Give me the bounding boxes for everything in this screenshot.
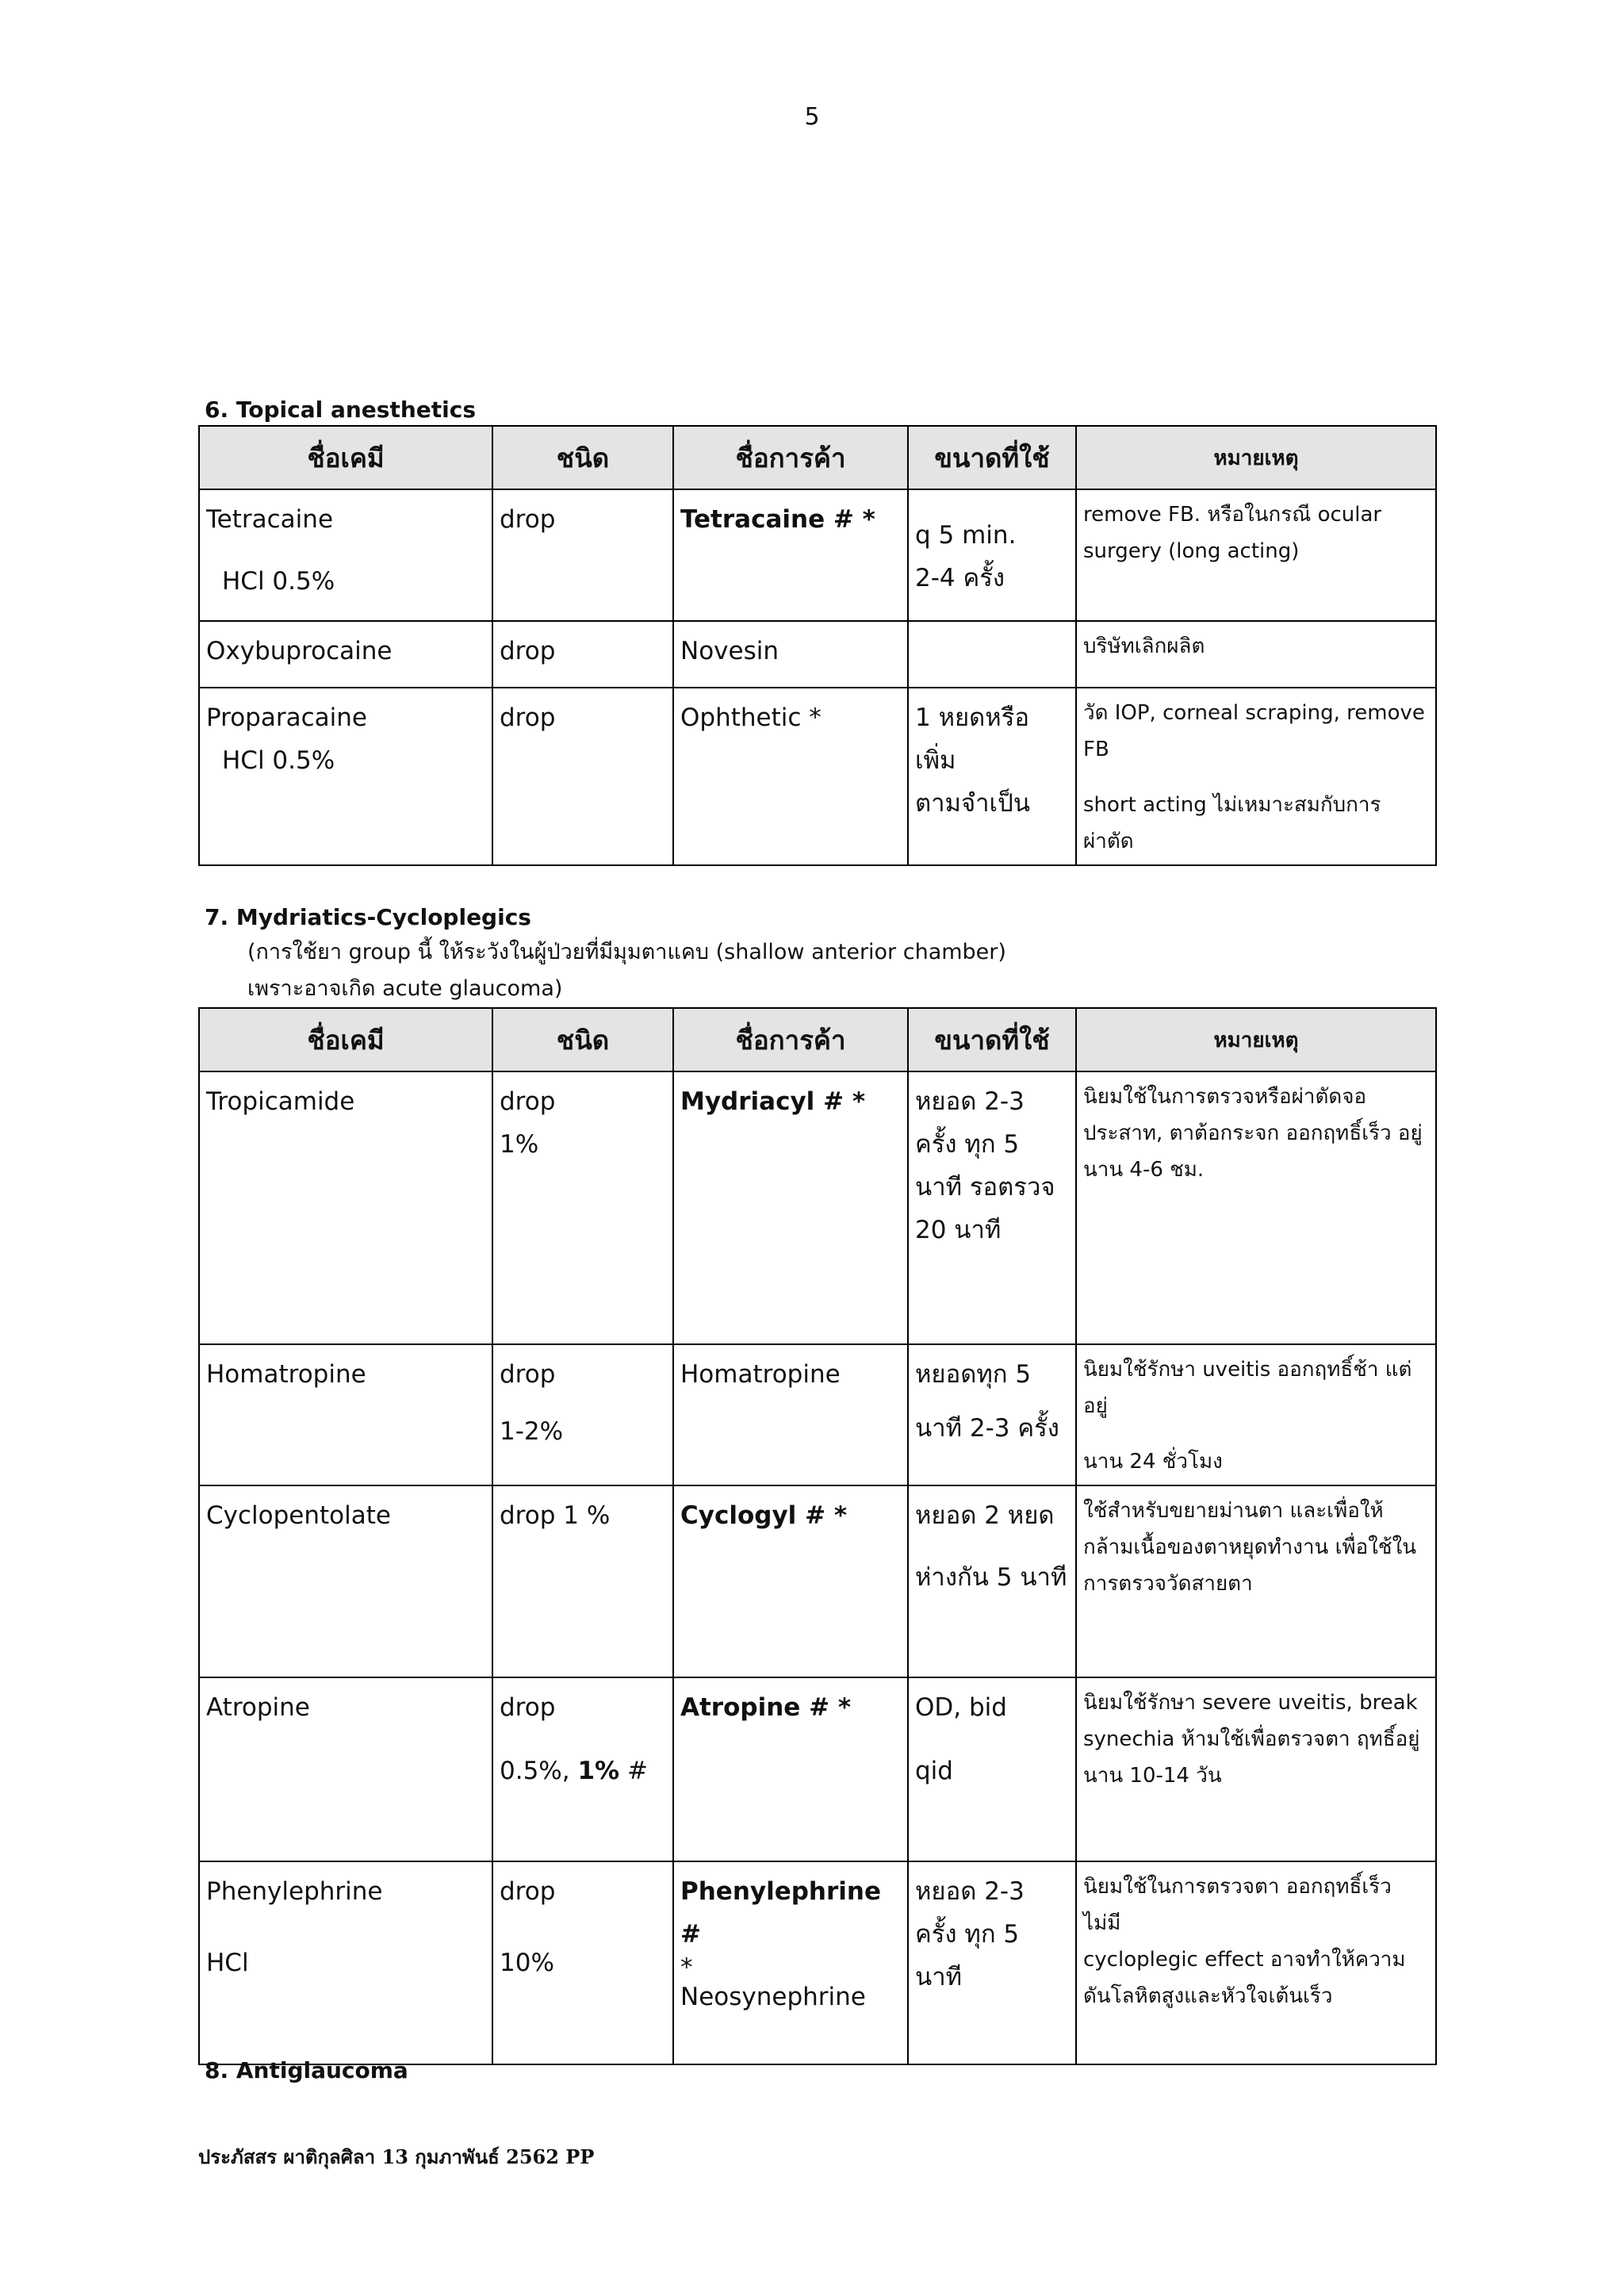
- cell-type: [492, 1677, 673, 1861]
- section-heading-antiglaucoma: 8. Antiglaucoma: [205, 2057, 408, 2083]
- trade-name: Atropine # *: [680, 1693, 852, 1722]
- chemical-name: Tropicamide: [206, 1087, 355, 1116]
- cell-chemical: [199, 688, 492, 865]
- type-value: 10%: [500, 1949, 554, 1977]
- type-value: 1-2%: [500, 1417, 564, 1446]
- header-trade-name: ชื่อการค้า: [673, 1008, 908, 1071]
- atropine-concentration: 0.5%, 1% #: [500, 1757, 648, 1785]
- dose-line: q 5 min.: [915, 521, 1017, 550]
- chemical-name: Atropine: [206, 1693, 310, 1722]
- cell-type: [492, 621, 673, 688]
- chemical-name: HCl: [206, 1949, 249, 1977]
- cell-type: [492, 1071, 673, 1344]
- type-value: drop: [500, 1693, 556, 1722]
- header-remark: หมายเหตุ: [1076, 1008, 1436, 1071]
- remark-line: surgery (long acting): [1083, 539, 1300, 563]
- header-chemical-name: ชื่อเคมี: [199, 426, 492, 489]
- type-value: drop: [500, 1877, 556, 1906]
- cell-dose: [908, 489, 1076, 621]
- dose-line: 1 หยดหรือเพิ่ม: [915, 703, 1030, 775]
- chemical-name: Oxybuprocaine: [206, 637, 393, 665]
- dose-line: หยอด 2-3: [915, 1087, 1025, 1116]
- cell-type: [492, 1485, 673, 1677]
- dose-line: นาที 2-3 ครั้ง: [915, 1414, 1059, 1443]
- table-row: [199, 489, 1436, 621]
- table-row: [199, 1677, 1436, 1861]
- cell-chemical: [199, 621, 492, 688]
- page-footer: ประภัสสร ผาติกุลศิลา 13 กุมภาพันธ์ 2562 PP: [198, 2145, 595, 2168]
- cell-trade: [673, 1071, 908, 1344]
- cell-dose: [908, 1485, 1076, 1677]
- remark-line: นิยมใช้รักษา uveitis ออกฤทธิ์ช้า แต่อยู่: [1083, 1358, 1412, 1418]
- trade-name: Neosynephrine: [680, 1983, 866, 2011]
- remark-line: นาน 4-6 ชม.: [1083, 1158, 1205, 1182]
- table-row: [199, 688, 1436, 865]
- chemical-concentration: HCl 0.5%: [222, 567, 335, 596]
- cell-remark: [1076, 621, 1436, 688]
- section-note-line: เพราะอาจเกิด acute glaucoma): [247, 976, 563, 1001]
- cell-type: [492, 688, 673, 865]
- section-heading-topical-anesthetics: 6. Topical anesthetics: [205, 397, 477, 423]
- remark-line: นาน 10-14 วัน: [1083, 1764, 1222, 1788]
- cell-remark: [1076, 688, 1436, 865]
- remark-line: วัด IOP, corneal scraping, remove FB: [1083, 701, 1425, 761]
- header-dose: ขนาดที่ใช้: [908, 426, 1076, 489]
- dose-line: OD, bid: [915, 1693, 1007, 1722]
- table-header-row: [199, 426, 1436, 489]
- dose-line: หยอดทุก 5: [915, 1360, 1032, 1389]
- dose-line: 20 นาที: [915, 1216, 1002, 1244]
- cell-remark: [1076, 489, 1436, 621]
- cell-dose: [908, 1071, 1076, 1344]
- cell-chemical: [199, 1861, 492, 2064]
- type-value: drop: [500, 505, 556, 534]
- section-note-line: (การใช้ยา group นี้ ให้ระวังในผู้ป่วยที่มีมุมตาแคบ (shallow anterior chamber): [247, 940, 1006, 964]
- cell-trade: [673, 1861, 908, 2064]
- table-header-row: [199, 1008, 1436, 1071]
- remark-line: ดันโลหิตสูงและหัวใจเต้นเร็ว: [1083, 1984, 1333, 2008]
- remark-line: นิยมใช้ในการตรวจหรือผ่าตัดจอ: [1083, 1085, 1367, 1109]
- cell-trade: [673, 688, 908, 865]
- remark-line: cycloplegic effect อาจทำให้ความ: [1083, 1948, 1406, 1972]
- cell-trade: [673, 621, 908, 688]
- cell-chemical: [199, 1071, 492, 1344]
- section-heading-mydriatics-cycloplegics: 7. Mydriatics-Cycloplegics: [205, 904, 531, 930]
- type-value: drop: [500, 703, 556, 732]
- dose-line: นาที: [915, 1963, 963, 1991]
- cell-remark: [1076, 1071, 1436, 1344]
- cell-dose: [908, 1677, 1076, 1861]
- cell-remark: [1076, 1344, 1436, 1485]
- mydriatics-cycloplegics-table: [198, 1007, 1437, 2065]
- page-number: 5: [804, 103, 820, 131]
- dose-line: qid: [915, 1757, 953, 1785]
- type-value: drop 1 %: [500, 1501, 611, 1530]
- chemical-concentration: HCl 0.5%: [222, 746, 335, 775]
- dose-line: ครั้ง ทุก 5: [915, 1130, 1020, 1159]
- dose-line: นาที รอตรวจ: [915, 1173, 1055, 1202]
- cell-chemical: [199, 489, 492, 621]
- chemical-name: Phenylephrine: [206, 1877, 383, 1906]
- cell-dose: [908, 1344, 1076, 1485]
- cell-chemical: [199, 1344, 492, 1485]
- chemical-name: Proparacaine: [206, 703, 367, 732]
- cell-remark: [1076, 1861, 1436, 2064]
- remark-line: ใช้สำหรับขยายม่านตา และเพื่อให้: [1083, 1499, 1384, 1523]
- type-value: 1%: [500, 1130, 539, 1159]
- remark-line: บริษัทเลิกผลิต: [1083, 634, 1205, 658]
- remark-line: short acting ไม่เหมาะสมกับการผ่าตัด: [1083, 793, 1381, 853]
- dose-line: ครั้ง ทุก 5: [915, 1920, 1020, 1949]
- dose-line: ตามจำเป็น: [915, 789, 1031, 818]
- table-row: [199, 1861, 1436, 2064]
- trade-name: Ophthetic *: [680, 703, 822, 732]
- remark-line: นิยมใช้ในการตรวจตา ออกฤทธิ์เร็ว ไม่มี: [1083, 1875, 1392, 1935]
- header-dose: ขนาดที่ใช้: [908, 1008, 1076, 1071]
- dose-line: ห่างกัน 5 นาที: [915, 1563, 1067, 1592]
- dose-line: หยอด 2 หยด: [915, 1501, 1055, 1530]
- topical-anesthetics-table: [198, 425, 1437, 866]
- remark-line: นาน 24 ชั่วโมง: [1083, 1450, 1223, 1474]
- cell-remark: [1076, 1485, 1436, 1677]
- dose-line: 2-4 ครั้ง: [915, 564, 1005, 592]
- table-row: [199, 1344, 1436, 1485]
- chemical-name: Tetracaine: [206, 505, 334, 534]
- bold-concentration: 1%: [577, 1757, 620, 1785]
- remark-line: synechia ห้ามใช้เพื่อตรวจตา ฤทธิ์อยู่: [1083, 1727, 1420, 1751]
- cell-dose: [908, 688, 1076, 865]
- header-trade-name: ชื่อการค้า: [673, 426, 908, 489]
- cell-remark: [1076, 1677, 1436, 1861]
- header-type: ชนิด: [492, 1008, 673, 1071]
- cell-trade: [673, 489, 908, 621]
- cell-type: [492, 1861, 673, 2064]
- remark-line: remove FB. หรือในกรณี ocular: [1083, 503, 1382, 527]
- remark-line: ประสาท, ตาต้อกระจก ออกฤทธิ์เร็ว อยู่: [1083, 1121, 1423, 1145]
- trade-name: Tetracaine # *: [680, 505, 875, 534]
- table-row: [199, 1071, 1436, 1344]
- dose-line: หยอด 2-3: [915, 1877, 1025, 1906]
- remark-line: กล้ามเนื้อของตาหยุดทำงาน เพื่อใช้ใน: [1083, 1535, 1417, 1559]
- type-value: drop: [500, 1360, 556, 1389]
- cell-type: [492, 1344, 673, 1485]
- cell-type: [492, 489, 673, 621]
- header-chemical-name: ชื่อเคมี: [199, 1008, 492, 1071]
- chemical-name: Cyclopentolate: [206, 1501, 391, 1530]
- type-value: drop: [500, 1087, 556, 1116]
- trade-name: Phenylephrine #: [680, 1877, 882, 1949]
- header-type: ชนิด: [492, 426, 673, 489]
- table-row: [199, 1485, 1436, 1677]
- trade-name: Homatropine: [680, 1360, 841, 1389]
- cell-dose: [908, 621, 1076, 688]
- trade-name: Novesin: [680, 637, 779, 665]
- remark-line: นิยมใช้รักษา severe uveitis, break: [1083, 1691, 1418, 1715]
- cell-trade: [673, 1485, 908, 1677]
- trade-name: Cyclogyl # *: [680, 1501, 848, 1530]
- trade-name: Mydriacyl # *: [680, 1087, 866, 1116]
- header-remark: หมายเหตุ: [1076, 426, 1436, 489]
- chemical-name: Homatropine: [206, 1360, 366, 1389]
- cell-chemical: [199, 1485, 492, 1677]
- type-value: [500, 1750, 666, 1792]
- table-row: [199, 621, 1436, 688]
- cell-chemical: [199, 1677, 492, 1861]
- cell-trade: [673, 1344, 908, 1485]
- cell-dose: [908, 1861, 1076, 2064]
- type-value: drop: [500, 637, 556, 665]
- cell-trade: [673, 1677, 908, 1861]
- remark-line: การตรวจวัดสายตา: [1083, 1572, 1253, 1596]
- trade-name-marker: *: [680, 1953, 693, 1982]
